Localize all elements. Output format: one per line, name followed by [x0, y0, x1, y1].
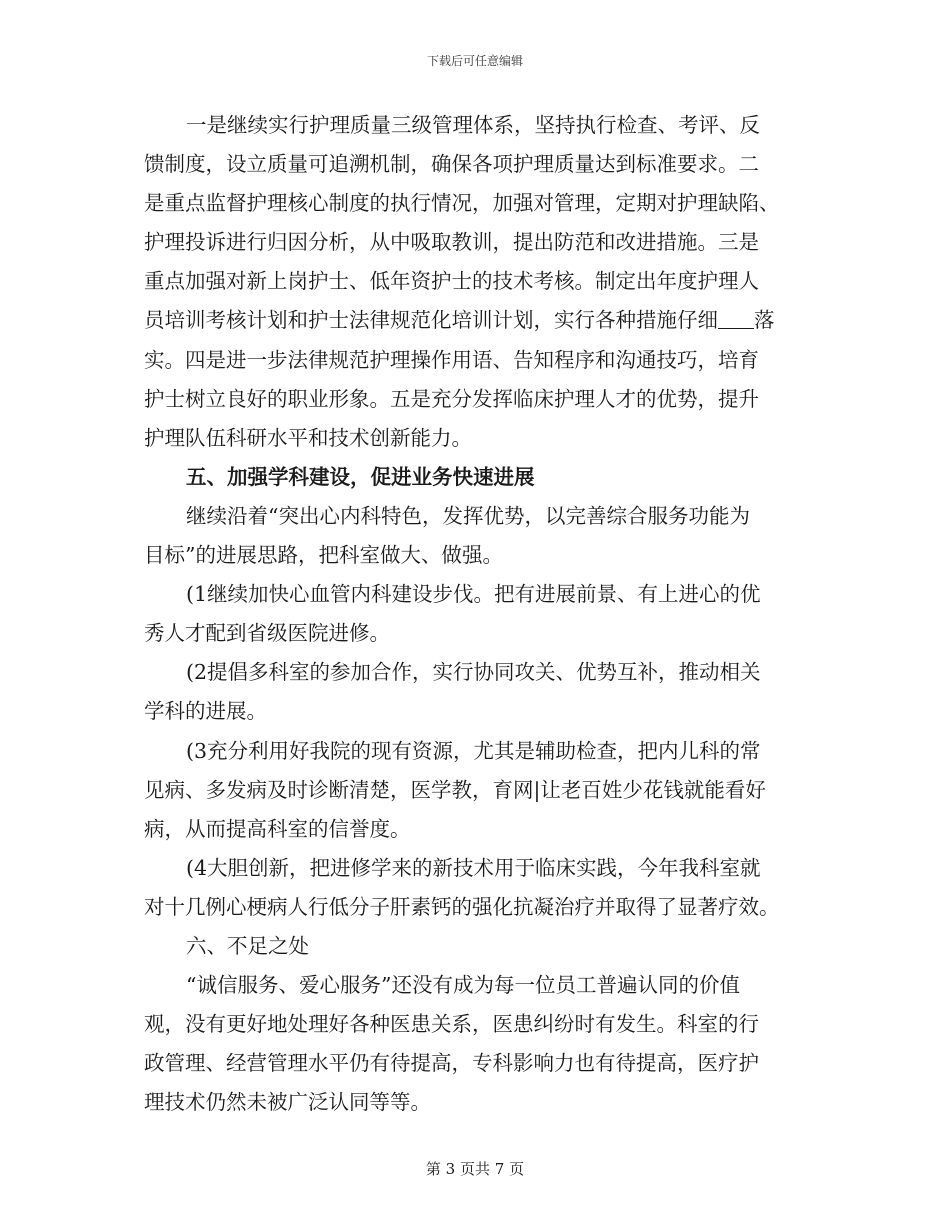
paragraph-line: 一是继续实行护理质量三级管理体系，坚持执行检查、考评、反 [186, 113, 760, 137]
line-text: 员培训考核计划和护士法律规范化培训计划，实行各种措施仔细 [144, 308, 718, 333]
section-heading-5: 五、加强学科建设，促进业务快速进展 [186, 464, 535, 489]
paragraph-line: 继续沿着“突出心内科特色，发挥优势，以完善综合服务功能为 [186, 503, 750, 528]
section-heading-6: 六、不足之处 [186, 933, 309, 958]
paragraph-line: 护理队伍科研水平和技术创新能力。 [144, 425, 472, 450]
list-item-line: (1继续加快心血管内科建设步伐。把有进展前景、有上进心的优 [186, 582, 761, 607]
list-item-line: 见病、多发病及时诊断清楚，医学教，育网|让老百姓少花钱就能看好 [144, 777, 766, 802]
document-body [144, 106, 816, 1122]
paragraph-line: 是重点监督护理核心制度的执行情况，加强对管理，定期对护理缺陷、 [144, 191, 780, 216]
list-item-line: 学科的进展。 [144, 699, 267, 724]
paragraph-line: 馈制度，设立质量可追溯机制，确保各项护理质量达到标准要求。二 [144, 152, 759, 177]
list-item-line: (4大胆创新，把进修学来的新技术用于临床实践，今年我科室就 [186, 855, 761, 880]
page-footer: 第 3 页共 7 页 [425, 1160, 525, 1178]
fill-blank [718, 310, 754, 329]
list-item-line: 对十几例心梗病人行低分子肝素钙的强化抗凝治疗并取得了显著疗效。 [144, 894, 780, 919]
list-item-line: 秀人才配到省级医院进修。 [144, 621, 390, 646]
paragraph-line: 观，没有更好地处理好各种医患关系，医患纠纷时有发生。科室的行 [144, 1012, 759, 1037]
paragraph-line: 政管理、经营管理水平仍有待提高，专科影响力也有待提高，医疗护 [144, 1051, 759, 1076]
paragraph-line: 护士树立良好的职业形象。五是充分发挥临床护理人才的优势，提升 [144, 386, 759, 411]
paragraph-line: 实。四是进一步法律规范护理操作用语、告知程序和沟通技巧，培育 [144, 347, 759, 372]
paragraph-line: 目标”的进展思路，把科室做大、做强。 [144, 543, 503, 568]
paragraph-line: 理技术仍然未被广泛认同等等。 [144, 1090, 431, 1115]
paragraph-line: 护理投诉进行归因分析，从中吸取教训，提出防范和改进措施。三是 [144, 230, 759, 255]
paragraph-line: 重点加强对新上岗护士、低年资护士的技术考核。制定出年度护理人 [144, 269, 759, 294]
paragraph-line-with-blank [144, 301, 816, 340]
list-item-line: (3充分利用好我院的现有资源，尤其是辅助检查，把内儿科的常 [186, 738, 761, 763]
paragraph-line: “诚信服务、爱心服务”还没有成为每一位员工普遍认同的价值 [186, 973, 740, 998]
list-item-line: 病，从而提高科室的信誉度。 [144, 816, 411, 841]
list-item-line: (2提倡多科室的参加合作，实行协同攻关、优势互补，推动相关 [186, 660, 761, 685]
line-text: 落 [754, 308, 775, 333]
page-header: 下载后可任意编辑 [426, 54, 523, 68]
